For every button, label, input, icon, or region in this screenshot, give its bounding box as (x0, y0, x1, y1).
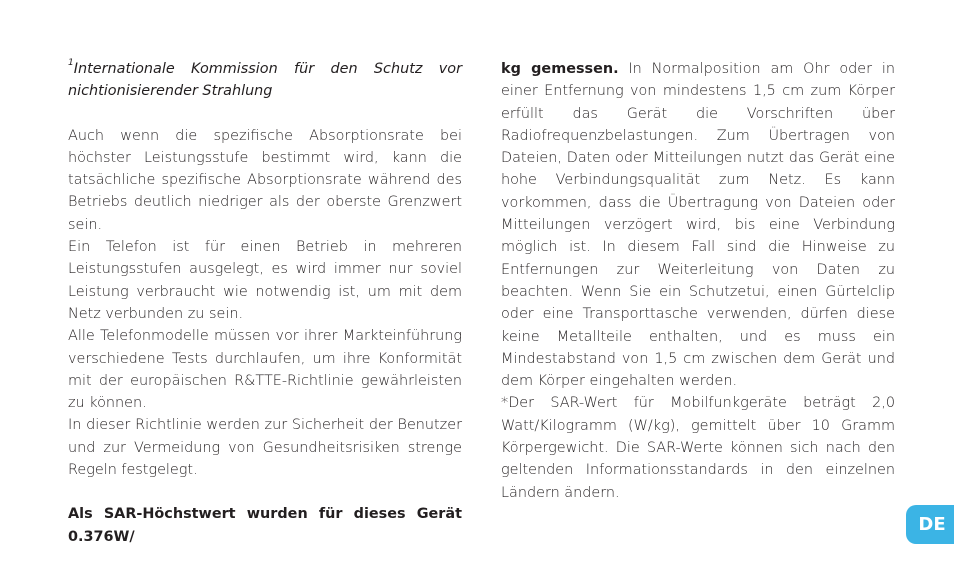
footnote (68, 58, 462, 103)
paragraph-power-levels: Ein Telefon ist für einen Betrieb in mehreren Leistungsstufen ausgelegt, es wird immer nur soviel Leistung verbraucht wie notwendig ist, um mit dem Netz verbunden zu sein. (68, 239, 462, 322)
sar-continuation: In Normalposition am Ohr oder in einer Entfernung von mindestens 1,5 cm zum Körper erfüllt das Gerät die Vorschriften über Radiofrequenzbelastungen. Zum Übertragen von Dateien, Daten oder Mitteilungen nutzt das Gerät eine hohe Verbindungsqualität zum Netz. Es kann vorkommen, dass die Übertragung von Dateien oder Mitteilungen verzögert wird, bis eine Verbindung möglich ist. In diesem Fall sind die Hinweise zu Entfernungen zur Weiterleitung von Daten zu beachten. Wenn Sie ein Schutzetui, einen Gürtelclip oder eine Transporttasche verwenden, dürfen diese keine Metallteile enthalten, und es muss ein Mindestabstand von 1,5 cm zwischen dem Gerät und dem Körper eingehalten werden. (501, 61, 895, 390)
paragraph-sar-note: *Der SAR-Wert für Mobilfunkgeräte beträgt 2,0 Watt/Kilogramm (W/kg), gemittelt über 10 Gramm Körpergewicht. Die SAR-Werte können sich nach den geltenden Informationsstandards in den einzelnen Ländern ändern. (501, 395, 895, 501)
left-column (68, 58, 462, 548)
language-tab: DE (906, 505, 954, 544)
footnote-marker: 1 (68, 58, 74, 68)
footnote-text: Internationale Kommission für den Schutz vor nichtionisierender Strahlung (68, 61, 462, 100)
sar-max-value-end: kg gemessen. (501, 61, 619, 77)
paragraph-sar-measurement (501, 58, 895, 392)
paragraph-directive: In dieser Richtlinie werden zur Sicherheit der Benutzer und zur Vermeidung von Gesundheitsrisiken strenge Regeln festgelegt. (68, 417, 462, 479)
sar-max-value-start: Als SAR-Höchstwert wurden für dieses Gerät 0.376W/ (68, 506, 462, 545)
paragraph-sar-actual: Auch wenn die spezifische Absorptionsrate bei höchster Leistungsstufe bestimmt wird, kann die tatsächliche spezifische Absorptionsrate während des Betriebs deutlich niedriger als der oberste Grenzwert sein. (68, 127, 462, 233)
paragraph-tests: Alle Telefonmodelle müssen vor ihrer Markteinführung verschiedene Tests durchlaufen, um ihre Konformität mit der europäischen R&TTE-Richtlinie gewährleisten zu können. (68, 328, 462, 412)
spacer (68, 481, 462, 503)
right-column (501, 58, 895, 504)
